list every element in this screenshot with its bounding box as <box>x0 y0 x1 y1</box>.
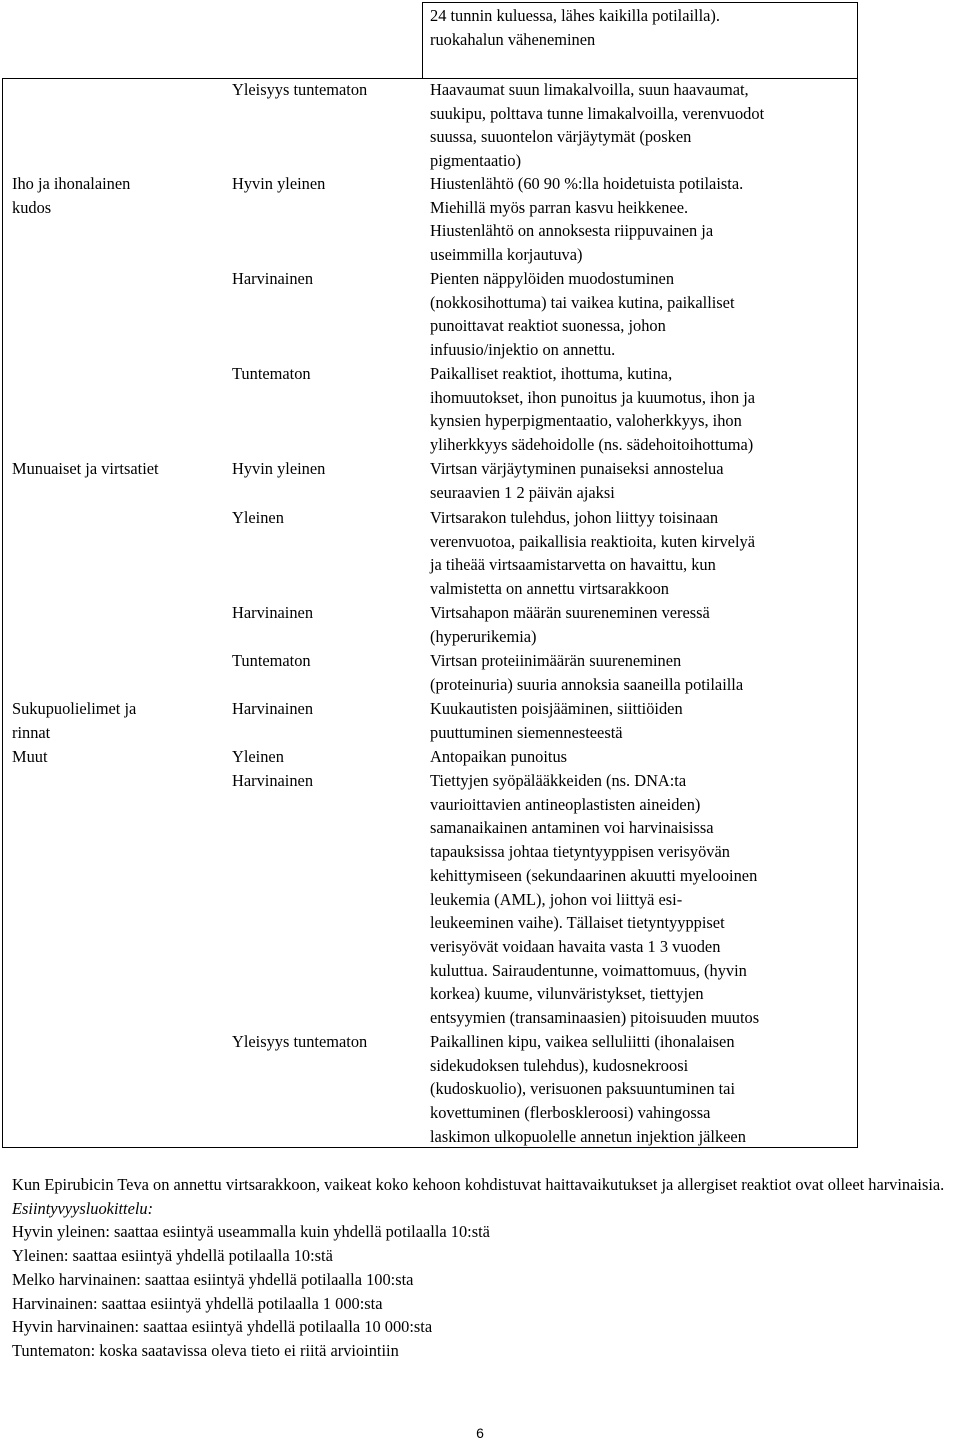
effect-line: Virtsahapon määrän suureneminen veressä <box>430 603 710 622</box>
frequency-legend-title: Esiintyvyysluokittelu: <box>12 1198 154 1218</box>
effect-line: kynsien hyperpigmentaatio, valoherkkyys, ihon <box>430 411 742 431</box>
effect-line: vaurioittavien antineoplastisten aineiden) <box>430 794 701 814</box>
effect-line: punoittavat reaktiot suonessa, johon <box>430 316 666 336</box>
effect-line: Paikalliset reaktiot, ihottuma, kutina, <box>430 364 673 383</box>
effect-line: valmistetta on annettu virtsarakkoon <box>430 579 669 599</box>
effect-line: Haavaumat suun limakalvoilla, suun haavaumat, <box>430 80 749 99</box>
effect-line: suukipu, polttava tunne limakalvoilla, verenvuodot <box>430 103 765 123</box>
organ-class-reproductive <box>12 697 136 744</box>
effect-line: infuusio/injektio on annettu. <box>430 340 616 360</box>
effect-line: (hyperurikemia) <box>430 626 537 646</box>
effect-line: kovettuminen (flerboskleroosi) vahingossa <box>430 1103 711 1123</box>
effect-line: Miehillä myös parran kasvu heikkenee. <box>430 197 689 217</box>
effect-cell <box>430 1030 746 1149</box>
effect-line: Hiustenlähtö on annoksesta riippuvainen ja <box>430 221 714 241</box>
effect-line: Virtsan proteiinimäärän suureneminen <box>430 651 682 670</box>
frequency-cell: Hyvin yleinen <box>232 174 326 193</box>
effect-cell <box>430 172 743 267</box>
effect-cell <box>430 601 710 648</box>
frequency-cell: Tuntematon <box>232 651 311 670</box>
effect-line: Pienten näppylöiden muodostuminen <box>430 269 675 288</box>
top-cell-line: ruokahalun väheneminen <box>430 29 596 49</box>
frequency-cell: Yleinen <box>232 747 284 766</box>
effect-line: ihomuutokset, ihon punoitus ja kuumotus, ihon ja <box>430 387 756 407</box>
table-border-top-cell-left <box>422 2 423 78</box>
frequency-cell: Yleisyys tuntematon <box>232 80 368 99</box>
footer-notes <box>12 1173 958 1363</box>
frequency-cell: Tuntematon <box>232 364 311 383</box>
frequency-legend-item: Hyvin yleinen: saattaa esiintyä useammalla kuin yhdellä potilaalla 10:stä <box>12 1222 490 1242</box>
frequency-cell: Harvinainen <box>232 269 314 288</box>
effect-cell <box>430 649 743 696</box>
top-cell-text <box>430 4 720 51</box>
effect-line: (kudoskuolio), verisuonen paksuuntuminen tai <box>430 1079 736 1099</box>
effect-line: Antopaikan punoitus <box>430 747 568 766</box>
organ-class-line: kudos <box>12 197 52 217</box>
frequency-cell: Harvinainen <box>232 771 314 790</box>
effect-cell <box>430 267 735 362</box>
effect-line: korkea) kuume, vilunväristykset, tiettyjen <box>430 984 704 1004</box>
frequency-legend-item: Melko harvinainen: saattaa esiintyä yhdellä potilaalla 100:sta <box>12 1269 414 1289</box>
effect-line: verisyövät voidaan havaita vasta 1 3 vuoden <box>430 936 721 956</box>
effect-line: pigmentaatio) <box>430 151 522 171</box>
effect-cell <box>430 697 683 744</box>
organ-class-line: Iho ja ihonalainen <box>12 174 131 193</box>
organ-class-line: rinnat <box>12 722 51 742</box>
effect-line: leukeeminen vaihe). Tällaiset tietyntyyppiset <box>430 913 725 933</box>
effect-line: Tiettyjen syöpälääkkeiden (ns. DNA:ta <box>430 771 687 790</box>
effect-line: Virtsan värjäytyminen punaiseksi annostelua <box>430 459 724 478</box>
frequency-legend-item: Harvinainen: saattaa esiintyä yhdellä potilaalla 1 000:sta <box>12 1293 383 1313</box>
organ-class-line: Munuaiset ja virtsatiet <box>12 459 159 478</box>
effect-line: (proteinuria) suuria annoksia saaneilla potilailla <box>430 674 744 694</box>
effect-line: verenvuotoa, paikallisia reaktioita, kuten kirvelyä <box>430 531 755 551</box>
frequency-cell: Hyvin yleinen <box>232 459 326 478</box>
bladder-note: Kun Epirubicin Teva on annettu virtsarakkoon, vaikeat koko kehoon kohdistuvat haittavaikutukset ja allergiset reaktiot ovat olleet harvinaisia. <box>12 1175 945 1194</box>
effect-cell <box>430 78 764 173</box>
organ-class-skin <box>12 172 130 219</box>
effect-line: Virtsarakon tulehdus, johon liittyy toisinaan <box>430 508 719 527</box>
effect-line: tapauksissa johtaa tietyntyyppisen verisyövän <box>430 842 730 862</box>
effect-line: Kuukautisten poisjääminen, siittiöiden <box>430 699 683 718</box>
organ-class-other <box>12 745 48 769</box>
effect-cell <box>430 457 724 504</box>
effect-line: seuraavien 1 2 päivän ajaksi <box>430 482 615 502</box>
effect-line: samanaikainen antaminen voi harvinaisissa <box>430 818 714 838</box>
effect-line: entsyymien (transaminaasien) pitoisuuden muutos <box>430 1008 760 1028</box>
effect-line: suussa, suuontelon värjäytymät (posken <box>430 127 692 147</box>
effect-line: yliherkkyys sädehoidolle (ns. sädehoitoihottuma) <box>430 435 754 455</box>
organ-class-kidney <box>12 457 159 481</box>
effect-line: Paikallinen kipu, vaikea selluliitti (ihonalaisen <box>430 1032 735 1051</box>
effect-line: laskimon ulkopuolelle annetun injektion jälkeen <box>430 1126 746 1146</box>
frequency-cell: Yleinen <box>232 508 284 527</box>
effect-line: leukemia (AML), johon voi liittyä esi- <box>430 889 683 909</box>
frequency-legend-item: Tuntematon: koska saatavissa oleva tieto ei riitä arviointiin <box>12 1340 399 1360</box>
effect-line: kehittymiseen (sekundaarinen akuutti myelooinen <box>430 865 758 885</box>
frequency-cell: Harvinainen <box>232 699 314 718</box>
effect-cell <box>430 769 759 1030</box>
frequency-cell: Harvinainen <box>232 603 314 622</box>
table-border-right <box>857 2 858 1148</box>
effect-line: (nokkosihottuma) tai vaikea kutina, paikalliset <box>430 292 735 312</box>
frequency-legend-item: Yleinen: saattaa esiintyä yhdellä potilaalla 10:stä <box>12 1246 333 1266</box>
effect-line: kuluttua. Sairaudentunne, voimattomuus, (hyvin <box>430 960 747 980</box>
page-number: 6 <box>476 1425 484 1441</box>
effect-cell <box>430 745 567 769</box>
effect-line: sidekudoksen tulehdus), kudosnekroosi <box>430 1055 689 1075</box>
effect-line: ja tiheää virtsaamistarvetta on havaittu, kun <box>430 555 716 575</box>
table-border-left <box>2 78 3 1148</box>
effect-line: puuttuminen siemennesteestä <box>430 722 623 742</box>
table-border-top <box>422 2 858 3</box>
effect-line: Hiustenlähtö (60 90 %:lla hoidetuista potilaista. <box>430 174 744 193</box>
frequency-cell: Yleisyys tuntematon <box>232 1032 368 1051</box>
top-cell-line: 24 tunnin kuluessa, lähes kaikilla potilailla). <box>430 6 720 25</box>
organ-class-line: Sukupuolielimet ja <box>12 699 137 718</box>
effect-cell <box>430 506 755 601</box>
organ-class-line: Muut <box>12 747 48 766</box>
frequency-legend-item: Hyvin harvinainen: saattaa esiintyä yhdellä potilaalla 10 000:sta <box>12 1317 433 1337</box>
effect-cell <box>430 362 755 457</box>
effect-line: useimmilla korjautuva) <box>430 245 583 265</box>
